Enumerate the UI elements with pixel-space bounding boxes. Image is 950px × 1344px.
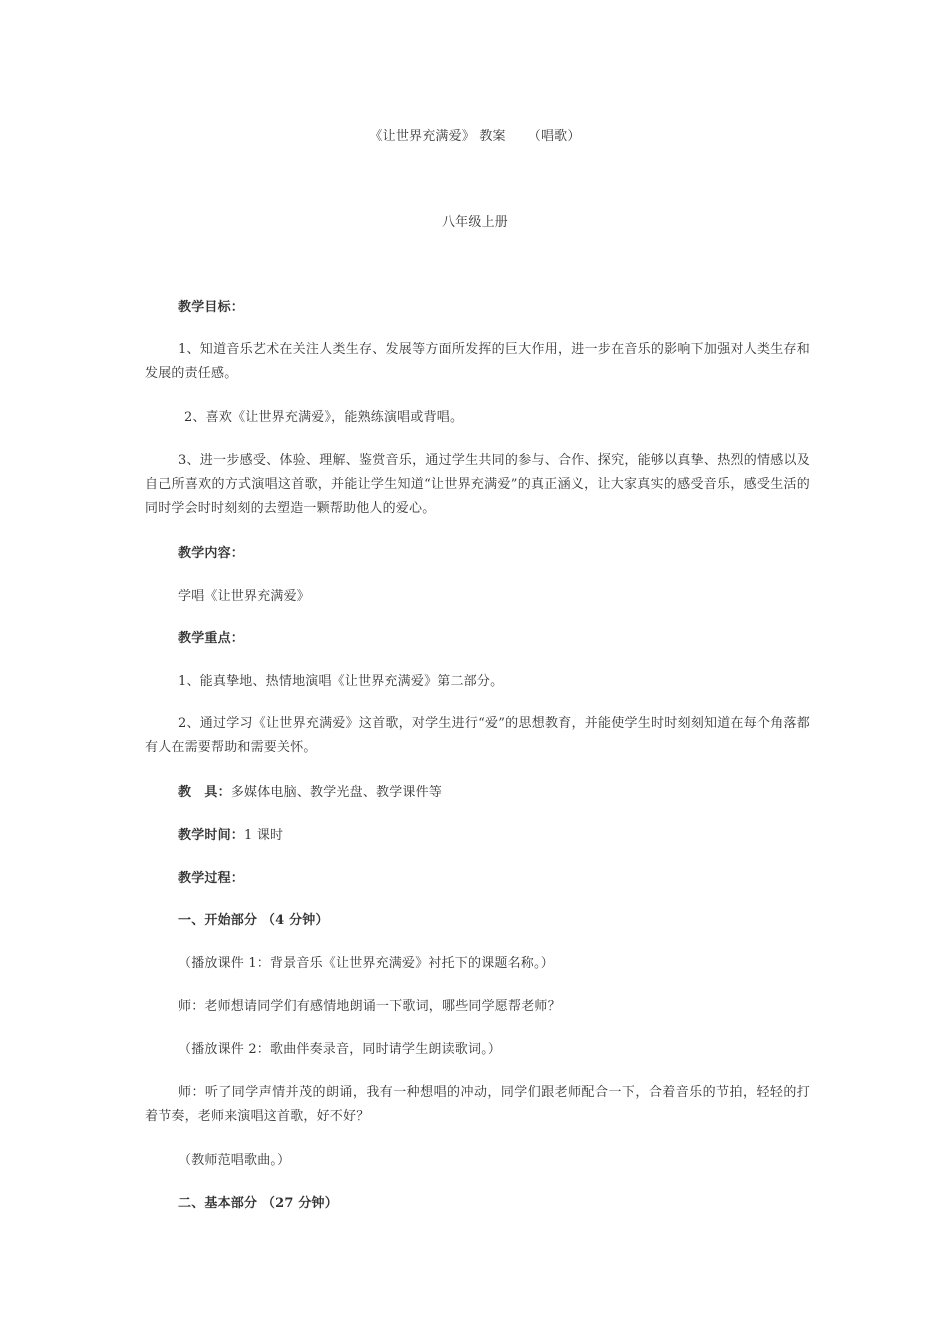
time-label: 教学时间： — [178, 828, 245, 843]
keypoint-item-2: 2、通过学习《让世界充满爱》这首歌，对学生进行“爱”的思想教育，并能使学生时时刻刻知道在每个角落都有人在需要帮助和需要关怀。 — [145, 716, 810, 755]
tools-line — [178, 781, 442, 805]
process-step-4: 师：听了同学声情并茂的朗诵，我有一种想唱的冲动，同学们跟老师配合一下，合着音乐的节拍，轻轻的打着节奏，老师来演唱这首歌，好不好？ — [145, 1085, 810, 1124]
keypoints-heading: 教学重点： — [178, 631, 245, 646]
tools-label: 教 具： — [178, 785, 231, 800]
grade-label: 八年级上册 — [441, 215, 508, 230]
objective-item-3: 3、进一步感受、体验、理解、鉴赏音乐，通过学生共同的参与、合作、探究，能够以真挚、热烈的情感以及自己所喜欢的方式演唱这首歌，并能让学生知道“让世界充满爱”的真正涵义，让大家真实的感受音乐，感受生活的同时学会时时刻刻的去塑造一颗帮助他人的爱心。 — [145, 453, 810, 516]
process-step-3: （播放课件 2：歌曲伴奏录音，同时请学生朗读歌词。） — [178, 1042, 502, 1057]
content-heading: 教学内容： — [178, 546, 245, 561]
document-title — [0, 125, 950, 149]
title-main: 《让世界充满爱》 教案 — [369, 129, 506, 144]
time-text: 1 课时 — [244, 828, 284, 843]
tools-text: 多媒体电脑、教学光盘、教学课件等 — [230, 785, 443, 800]
content-text: 学唱《让世界充满爱》 — [178, 589, 311, 604]
process-step-5: （教师范唱歌曲。） — [178, 1153, 291, 1168]
process-part-2: 二、基本部分 （27 分钟） — [178, 1196, 338, 1211]
title-sub: （唱歌） — [527, 129, 581, 144]
objective-item-1: 1、知道音乐艺术在关注人类生存、发展等方面所发挥的巨大作用，进一步在音乐的影响下加强对人类生存和发展的责任感。 — [145, 342, 810, 381]
objectives-heading: 教学目标： — [178, 300, 245, 315]
time-line — [178, 824, 283, 848]
process-step-2: 师：老师想请同学们有感情地朗诵一下歌词，哪些同学愿帮老师？ — [178, 999, 561, 1014]
objective-item-2: 2、喜欢《让世界充满爱》，能熟练演唱或背唱。 — [184, 410, 464, 425]
process-step-1: （播放课件 1：背景音乐《让世界充满爱》衬托下的课题名称。） — [178, 956, 554, 971]
process-heading: 教学过程： — [178, 871, 245, 886]
keypoint-item-1: 1、能真挚地、热情地演唱《让世界充满爱》第二部分。 — [178, 674, 504, 689]
process-part-1: 一、开始部分 （4 分钟） — [178, 913, 329, 928]
